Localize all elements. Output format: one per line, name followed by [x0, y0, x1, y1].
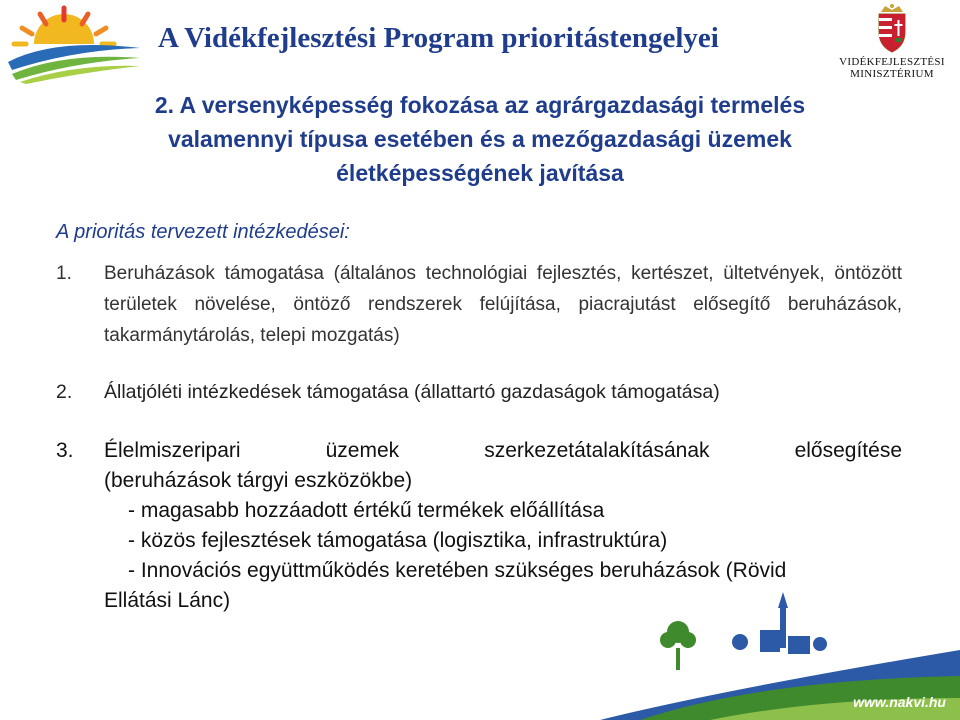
ministry-name [832, 56, 952, 80]
item-number: 2. [56, 381, 73, 403]
sub-item: - magasabb hozzáadott értékű termékek előállítása [128, 499, 605, 522]
coat-of-arms-icon [873, 2, 911, 54]
sun-logo-icon [4, 4, 144, 84]
heading-line-2: valamennyi típusa esetében és a mezőgazdasági üzemek [168, 126, 792, 152]
item-text: Beruházások támogatása (általános technológiai fejlesztés, kertészet, ültetvények, öntözött területek növelése, öntöző rendszerek felújítása, piacrajutást elősegítő beruházások, takarmánytárolás, telepi mozgatás) [104, 263, 902, 346]
item-text-line-1: Élelmiszeripari üzemek szerkezetátalakításának elősegítése [104, 439, 902, 462]
ministry-line-2: MINISZTÉRIUM [850, 68, 934, 80]
heading-line-3: életképességének javítása [336, 160, 624, 186]
item-number: 3. [56, 439, 74, 462]
sub-item-wrap: Ellátási Lánc) [104, 589, 231, 612]
sub-item: - közös fejlesztések támogatása (logisztika, infrastruktúra) [128, 529, 668, 552]
item-text: Állatjóléti intézkedések támogatása (állattartó gazdaságok támogatása) [104, 381, 720, 403]
priority-heading [60, 88, 900, 190]
ministry-logo [832, 2, 952, 84]
heading-line-1: 2. A versenyképesség fokozása az agrárgazdasági termelés [154, 92, 806, 118]
measure-item-1 [56, 258, 902, 351]
item-text-line-2: (beruházások tárgyi eszközökbe) [104, 469, 413, 492]
footer-url: www.nakvi.hu [853, 694, 946, 710]
slide-title: A Vidékfejlesztési Program prioritástengelyei [158, 22, 719, 54]
ministry-line-1: VIDÉKFEJLESZTÉSI [839, 56, 945, 68]
subheading: A prioritás tervezett intézkedései: [56, 221, 350, 243]
sub-item: - Innovációs együttműködés keretében szükséges beruházások (Rövid [128, 559, 787, 582]
item-number: 1. [56, 263, 72, 284]
measure-item-2 [56, 378, 902, 406]
